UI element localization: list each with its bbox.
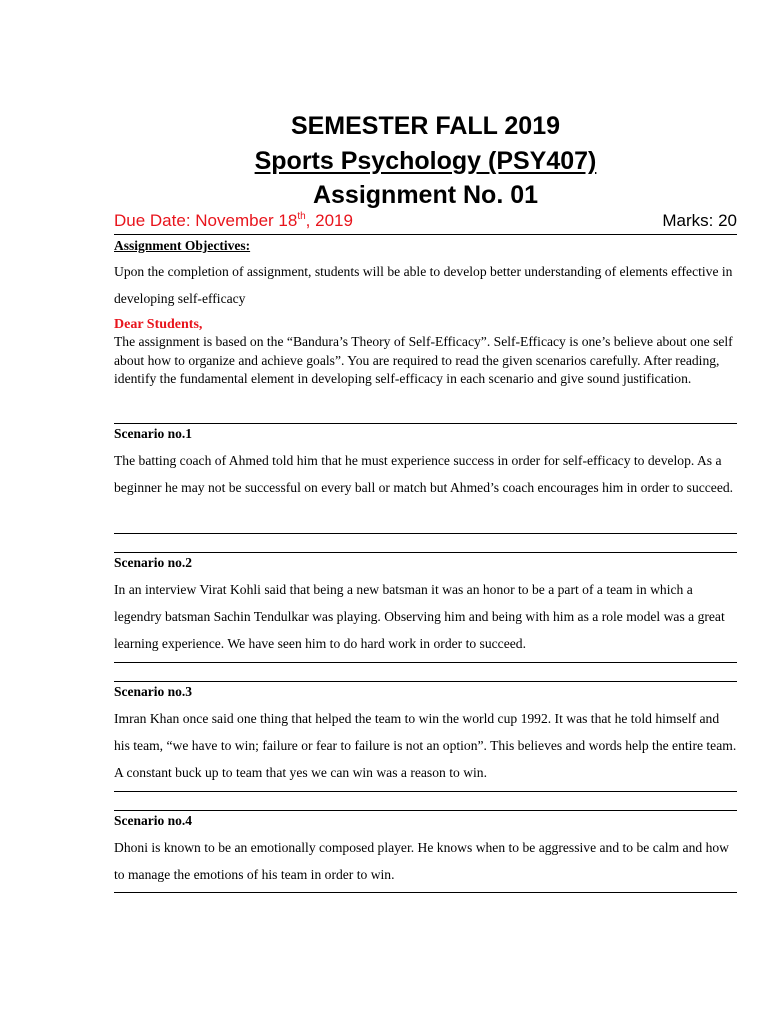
divider [114, 681, 737, 682]
scenario-title: Scenario no.4 [114, 813, 193, 828]
divider [114, 234, 737, 235]
scenario-text: In an interview Virat Kohli said that being a new batsman it was an honor to be a part of a team in which a legendry batsman Sachin Tendulkar was playing. Observing him and being with him as a role model was a great learning experience. We have seen him to do hard work in order to succeed. [114, 582, 725, 651]
objectives-heading-text: Assignment Objectives: [114, 238, 251, 253]
course-title [114, 145, 737, 177]
scenario-text: Dhoni is known to be an emotionally composed player. He knows when to be aggressive and to be calm and how to manage the emotions of his team in order to win. [114, 840, 729, 882]
semester-title: SEMESTER FALL 2019 [290, 112, 561, 140]
marks: Marks: 20 [662, 211, 737, 230]
scenario-title: Scenario no.3 [114, 684, 193, 699]
divider [114, 810, 737, 811]
due-date-prefix: Due Date: November 18 [114, 211, 298, 230]
objectives-text: Upon the completion of assignment, students will be able to develop better understanding of elements effective in developing self-efficacy [114, 264, 733, 306]
due-date-sup: th [297, 211, 306, 222]
scenario-title: Scenario no.2 [114, 555, 193, 570]
divider [114, 662, 737, 663]
intro-text: The assignment is based on the “Bandura’s Theory of Self-Efficacy”. Self-Efficacy is one’s believe about one self about how to organize and achieve goals”. You are required to read the given scenarios carefully. After reading, identify the fundamental element in developing self-efficacy in each scenario and give sound justification. [114, 334, 733, 386]
scenario-text: Imran Khan once said one thing that helped the team to win the world cup 1992. It was that he told himself and his team, “we have to win; failure or fear to failure is not an option”. This believes and words help the entire team. A constant buck up to team that yes we can win was a reason to win. [114, 711, 737, 780]
assignment-title: Assignment No. 01 [312, 181, 539, 209]
document-page [114, 0, 737, 1024]
objectives-heading [114, 237, 250, 255]
divider [114, 423, 737, 424]
scenario-title: Scenario no.1 [114, 426, 193, 441]
course-title-text: Sports Psychology (PSY407) [254, 147, 597, 175]
due-date-suffix: , 2019 [305, 211, 353, 230]
due-marks-row [114, 209, 737, 233]
divider [114, 892, 737, 893]
divider [114, 552, 737, 553]
due-date [114, 209, 353, 236]
divider [114, 791, 737, 792]
salutation: Dear Students, [114, 317, 203, 332]
divider [114, 533, 737, 534]
scenario-text: The batting coach of Ahmed told him that he must experience success in order for self-efficacy to develop. As a beginner he may not be successful on every ball or match but Ahmed’s coach encourages him in order to succeed. [114, 453, 734, 495]
